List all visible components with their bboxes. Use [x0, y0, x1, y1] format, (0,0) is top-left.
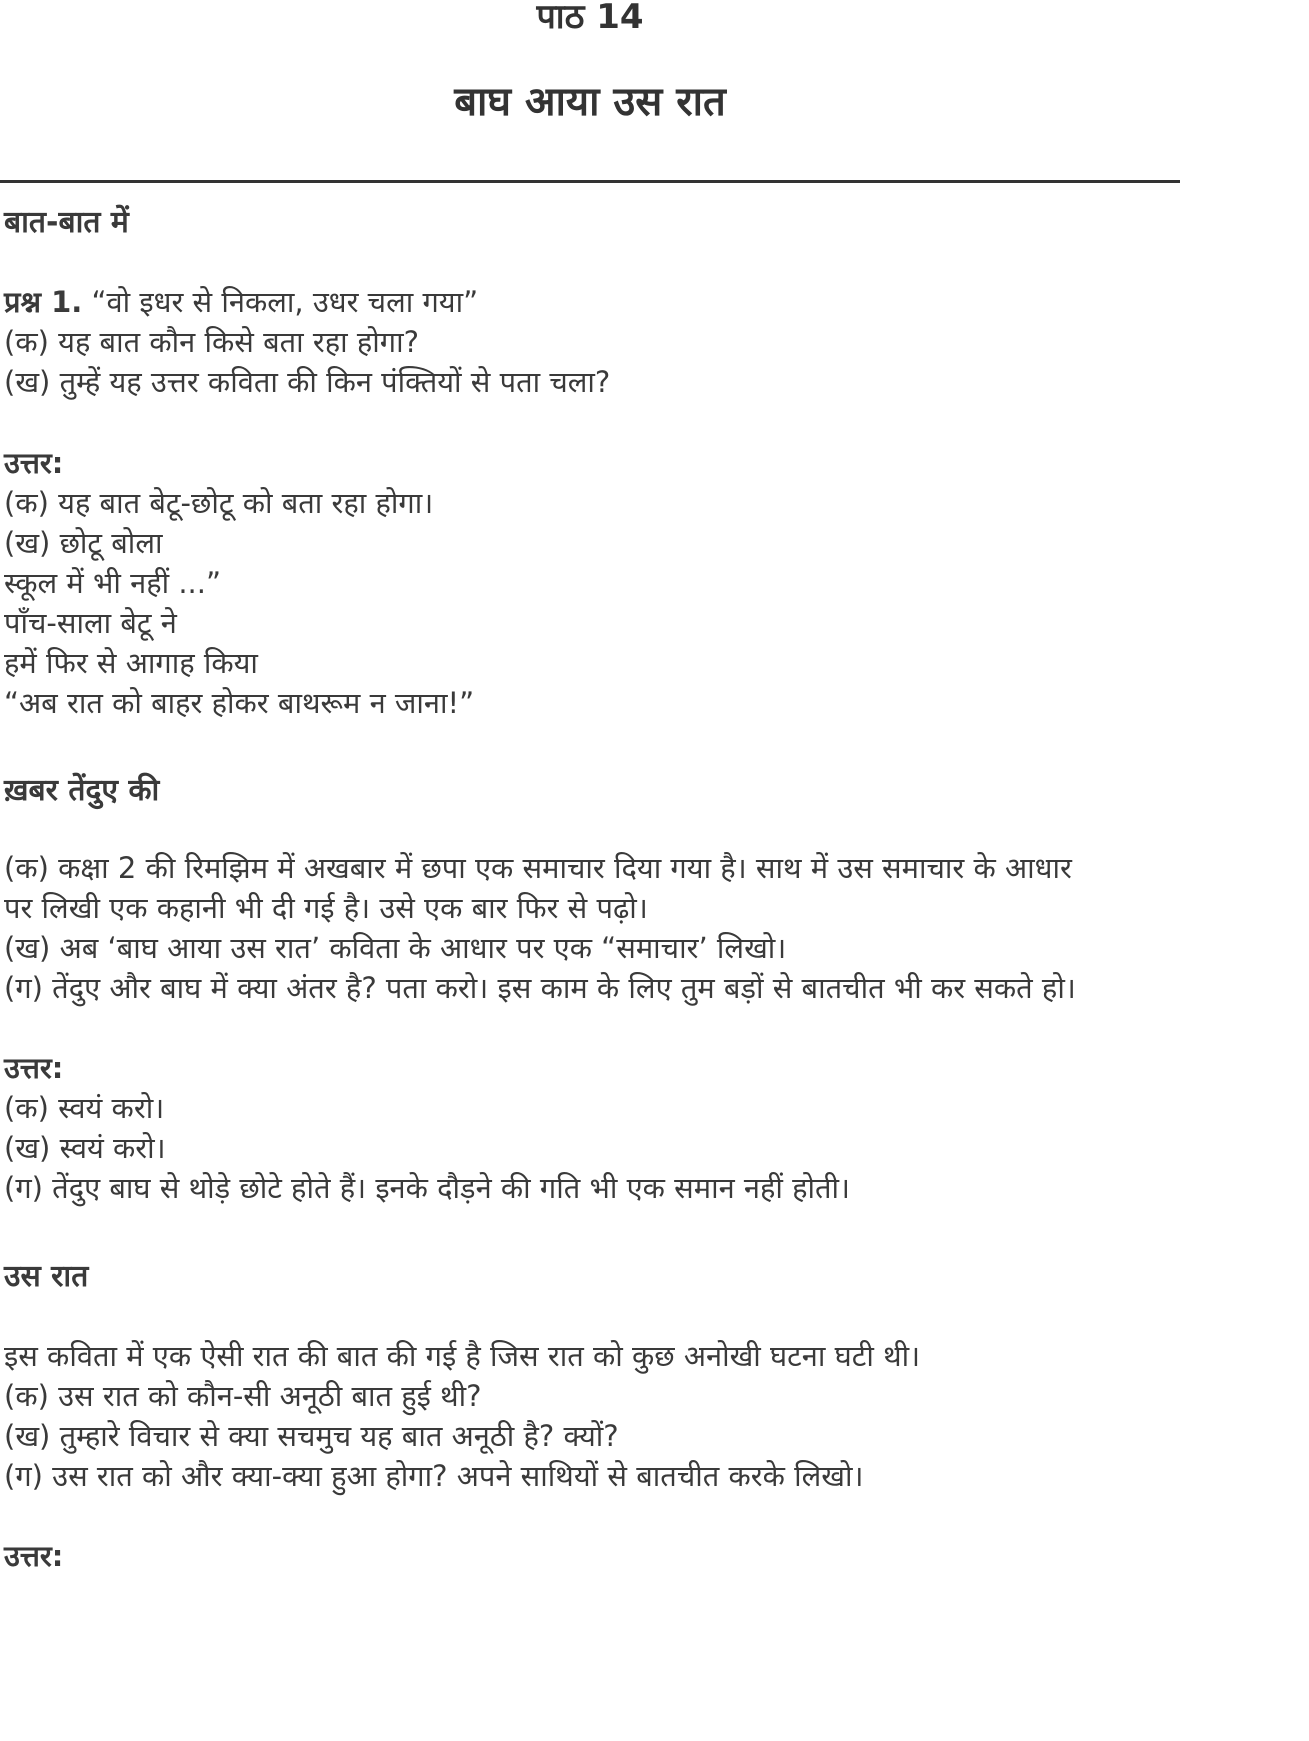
section-heading-us-raat: उस रात	[4, 1259, 89, 1294]
question-1	[4, 282, 478, 322]
question-line: (क) यह बात कौन किसे बता रहा होगा?	[4, 325, 420, 359]
lesson-number: पाठ 14	[536, 0, 644, 37]
title-divider	[0, 180, 1180, 183]
answer-line: हमें फिर से आगाह किया	[4, 646, 258, 680]
answer-label: उत्तर:	[4, 1539, 64, 1573]
question-line: (ग) उस रात को और क्या-क्या हुआ होगा? अपने साथियों से बातचीत करके लिखो।	[4, 1459, 864, 1493]
question-line: पर लिखी एक कहानी भी दी गई है। उसे एक बार फिर से पढ़ो।	[4, 891, 648, 925]
question-line: (ग) तेंदुए और बाघ में क्या अंतर है? पता करो। इस काम के लिए तुम बड़ों से बातचीत भी कर सकते हो।	[4, 971, 1076, 1005]
question-line: (क) उस रात को कौन-सी अनूठी बात हुई थी?	[4, 1379, 482, 1413]
section-heading-baat-baat-mein: बात-बात में	[4, 205, 129, 240]
answer-line: पाँच-साला बेटू ने	[4, 606, 177, 640]
answer-line: (क) यह बात बेटू-छोटू को बता रहा होगा।	[4, 486, 434, 520]
question-line: इस कविता में एक ऐसी रात की बात की गई है जिस रात को कुछ अनोखी घटना घटी थी।	[4, 1339, 921, 1373]
question-line: (ख) तुम्हें यह उत्तर कविता की किन पंक्तियों से पता चला?	[4, 365, 611, 399]
question-text: “वो इधर से निकला, उधर चला गया”	[82, 285, 479, 319]
lesson-title: बाघ आया उस रात	[454, 79, 726, 125]
answer-line: (ख) स्वयं करो।	[4, 1131, 166, 1165]
answer-line: (ख) छोटू बोला	[4, 526, 163, 560]
question-line: (क) कक्षा 2 की रिमझिम में अखबार में छपा एक समाचार दिया गया है। साथ में उस समाचार के आधार	[4, 851, 1072, 885]
question-line: (ख) अब ‘बाघ आया उस रात’ कविता के आधार पर एक “समाचार’ लिखो।	[4, 931, 787, 965]
question-label: प्रश्न 1.	[4, 285, 83, 319]
answer-line: “अब रात को बाहर होकर बाथरूम न जाना!”	[4, 686, 475, 720]
answer-label: उत्तर:	[4, 1051, 64, 1085]
question-line: (ख) तुम्हारे विचार से क्या सचमुच यह बात अनूठी है? क्यों?	[4, 1419, 619, 1453]
answer-line: (ग) तेंदुए बाघ से थोड़े छोटे होते हैं। इनके दौड़ने की गति भी एक समान नहीं होती।	[4, 1171, 851, 1205]
answer-line: स्कूल में भी नहीं ...”	[4, 566, 222, 600]
answer-line: (क) स्वयं करो।	[4, 1091, 165, 1125]
section-heading-khabar-tendue-ki: ख़बर तेंदुए की	[4, 773, 160, 808]
answer-label: उत्तर:	[4, 446, 64, 480]
